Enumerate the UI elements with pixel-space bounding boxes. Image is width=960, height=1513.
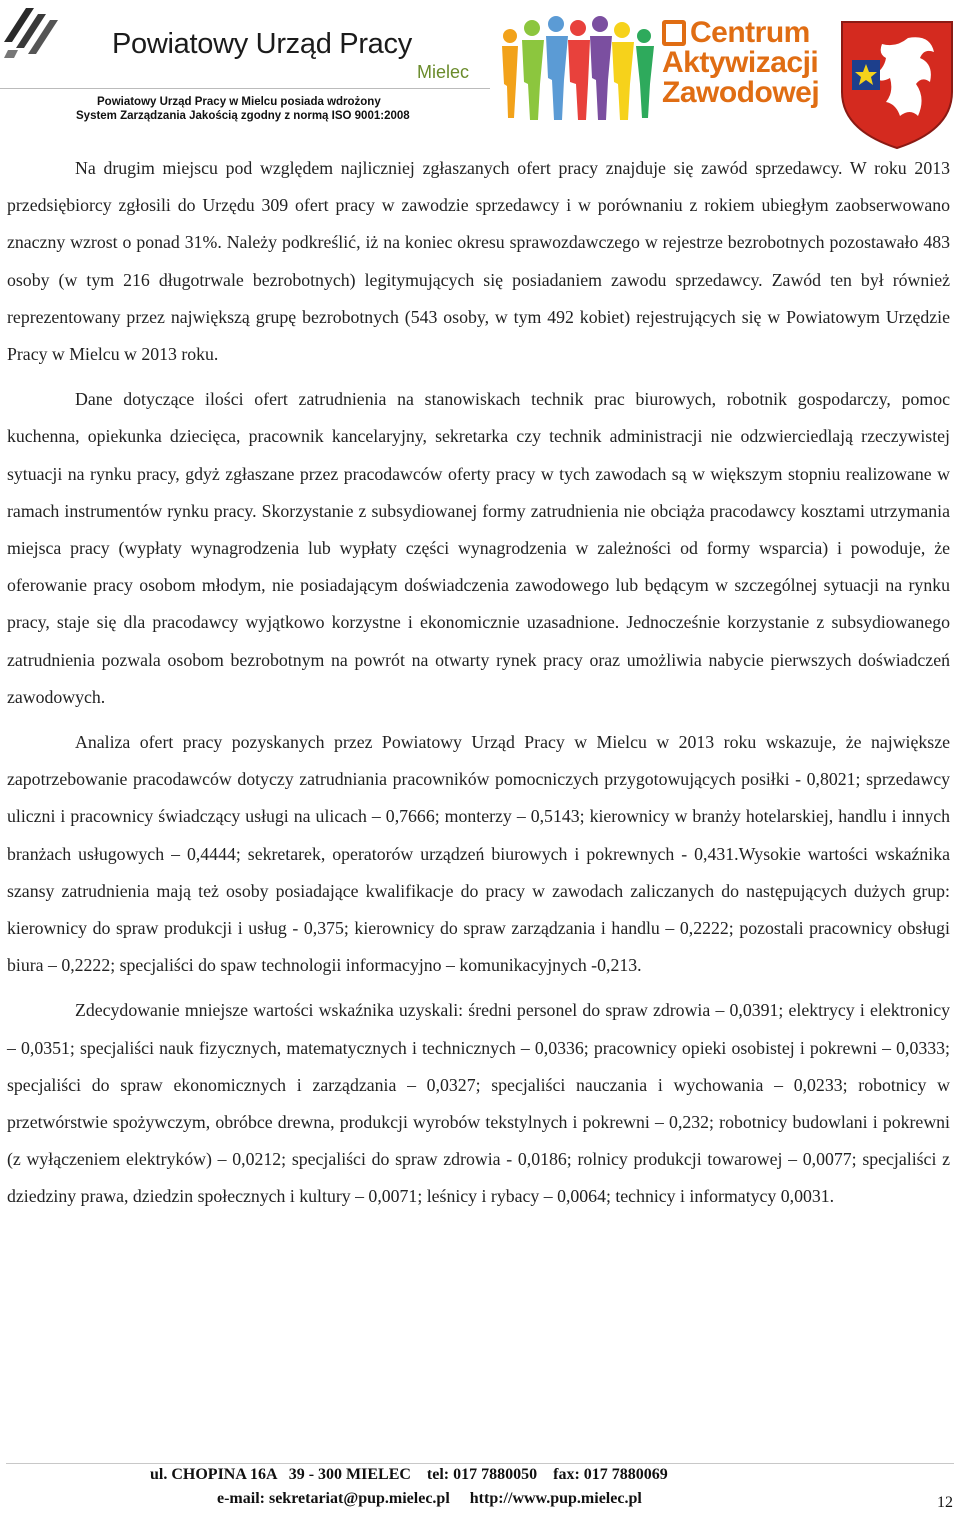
caz-line-2: Aktywizacji (662, 46, 819, 79)
footer-divider (6, 1463, 954, 1464)
pup-logo-icon (4, 4, 58, 60)
caz-logo (662, 18, 822, 108)
griffin-crest-icon (838, 18, 956, 150)
people-figures-icon (498, 14, 656, 124)
paragraph: Zdecydowanie mniejsze wartości wskaźnika uzyskali: średni personel do spraw zdrowia – 0,0391; elektrycy i elektronicy – 0,0351; specjaliści nauk fizycznych, matematycznych i technicznych – 0,0336; pracownicy opieki osobistej i pokrewni – 0,0333; specjaliści do spraw ekonomicznych i zarządzania – 0,0327; specjaliści nauczania i wychowania – 0,0233; robotnicy w przetwórstwie spożywczym, obróbce drewna, produkcji wyrobów tekstylnych i pokrewni – 0,232; robotnicy budowlani i pokrewni (z wyłączeniem elektryków) – 0,0212; specjaliści do spraw zdrowia - 0,0186; rolnicy produkcji towarowej – 0,0077; specjaliści z dziedziny prawa, dziedzin społecznych i kultury – 0,0071; leśnicy i rybacy – 0,0064; technicy i informatycy 0,0031. (7, 1000, 950, 1207)
caz-logo-icon (662, 20, 686, 46)
document-body (7, 150, 950, 1216)
header-divider (0, 88, 490, 89)
page-header (0, 0, 960, 150)
iso-statement-line-2: System Zarządzania Jakością zgodny z normą ISO 9001:2008 (76, 110, 410, 122)
iso-statement-line-1: Powiatowy Urząd Pracy w Mielcu posiada wdrożony (97, 96, 381, 108)
page-number: 12 (937, 1494, 953, 1511)
paragraph: Dane dotyczące ilości ofert zatrudnienia na stanowiskach technik prac biurowych, robotnik gospodarczy, pomoc kuchenna, opiekunka dziecięca, pracownik kancelaryjny, sekretarka czy technik administracji nie odzwierciedlają rzeczywistej sytuacji na rynku pracy, gdyż zgłaszane przez pracodawców oferty pracy w tych zawodach są w większym stopniu realizowane w ramach instrumentów rynku pracy. Skorzystanie z subsydiowanej formy zatrudnienia nie obciąża pracodawcy kosztami utrzymania miejsca pracy (wypłaty wynagrodzenia lub wypłaty części wynagrodzenia w zależności od formy wsparcia) i powoduje, że oferowanie pracy osobom młodym, nie posiadającym doświadczenia zawodowego lub będącym w szczególnej sytuacji na rynku pracy, staje się dla pracodawcy wyjątkowo korzystne i ekonomicznie uzasadnione. Jednocześnie korzystanie z subsydiowanego zatrudnienia pozwala osobom bezrobotnym na powrót na otwarty rynek pracy oraz umożliwia nabycie pierwszych doświadczeń zawodowych. (7, 389, 950, 707)
paragraph: Analiza ofert pracy pozyskanych przez Powiatowy Urząd Pracy w Mielcu w 2013 roku wskazuje, że największe zapotrzebowanie pracodawców dotyczy zatrudniania pracowników pomocniczych przygotowujących posiłki - 0,8021; sprzedawcy uliczni i pracownicy świadczący usługi na ulicach – 0,7666; monterzy – 0,5143; kierownicy w branży hotelarskiej, handlu i innych branżach usługowych – 0,4444; sekretarek, operatorów urządzeń biurowych i pokrewnych - 0,431.Wysokie wartości wskaźnika szansy zatrudnienia mają też osoby posiadające kwalifikacje do pracy w zawodach zaliczanych do następujących dużych grup: kierownicy do spraw produkcji i usług - 0,375; kierownicy do spraw zarządzania i handlu – 0,2222; pozostali pracownicy obsługi biura – 0,2222; specjaliści do spaw technologii informacyjno – komunikacyjnych -0,213. (7, 732, 950, 976)
caz-line-1: Centrum (690, 16, 810, 49)
paragraph: Na drugim miejscu pod względem najliczniej zgłaszanych ofert pracy znajduje się zawód sprzedawcy. W roku 2013 przedsiębiorcy zgłosili do Urzędu 309 ofert pracy w zawodzie sprzedawcy i w porównaniu z rokiem ubiegłym zaobserwowano znaczny wzrost o ponad 31%. Należy podkreślić, iż na koniec okresu sprawozdawczego w rejestrze bezrobotnych pozostawało 483 osoby (w tym 216 długotrwale bezrobotnych) legitymujących się posiadaniem zawodu sprzedawcy. Zawód ten był również reprezentowany przez największą grupę bezrobotnych (543 osoby, w tym 492 kobiet) rejestrujących się w Powiatowym Urzędzie Pracy w Mielcu w 2013 roku. (7, 158, 950, 365)
footer-address: ul. CHOPINA 16A 39 - 300 MIELEC tel: 017 7880050 fax: 017 7880069 (150, 1466, 668, 1483)
caz-line-3: Zawodowej (662, 76, 820, 109)
footer-contact: e-mail: sekretariat@pup.mielec.pl http://www.pup.mielec.pl (217, 1490, 642, 1507)
office-city: Mielec (417, 62, 470, 82)
office-name: Powiatowy Urząd Pracy (112, 28, 412, 60)
